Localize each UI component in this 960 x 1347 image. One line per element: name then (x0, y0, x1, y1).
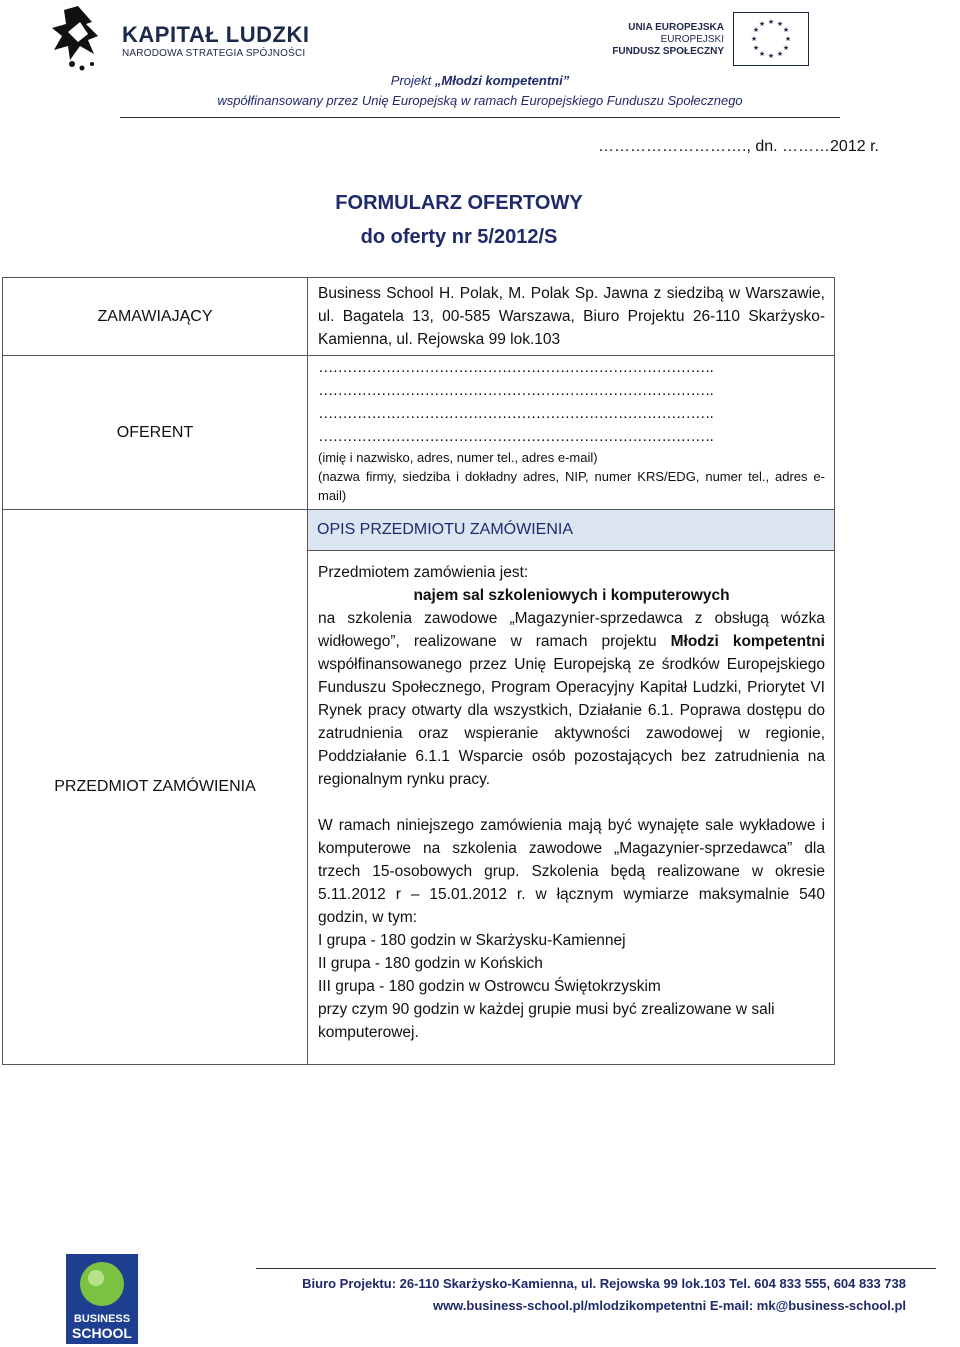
svg-text:★: ★ (752, 26, 760, 34)
svg-text:★: ★ (776, 20, 784, 28)
footer-address: Biuro Projektu: 26-110 Skarżysko-Kamienna, ul. Rejowska 99 lok.103 Tel. 604 833 555, 604 833 738 (302, 1276, 906, 1291)
opis-header: OPIS PRZEDMIOTU ZAMÓWIENIA (308, 510, 835, 551)
oferent-dots-line: ………………………………………………………………………. (318, 359, 713, 376)
przedmiot-project-name: Młodzi kompetentni (670, 633, 825, 650)
kapital-ludzki-subtitle: NARODOWA STRATEGIA SPÓJNOŚCI (122, 48, 306, 59)
group-item: II grupa - 180 godzin w Końskich (318, 955, 543, 972)
svg-text:★: ★ (784, 35, 792, 43)
svg-text:★: ★ (776, 50, 784, 58)
form-title-line2: do oferty nr 5/2012/S (360, 226, 558, 248)
footer-divider (256, 1268, 936, 1269)
przedmiot-para1-a: na szkolenia zawodowe „Magazynier-sprzedawca z obsługą wózka widłowego”, realizowane w ramach projektu (318, 610, 825, 650)
svg-text:★: ★ (758, 50, 766, 58)
eu-logo-line1: UNIA EUROPEJSKA (628, 22, 724, 33)
business-school-logo-bottom: SCHOOL (72, 1325, 132, 1341)
przedmiot-label: PRZEDMIOT ZAMÓWIENIA (3, 510, 308, 1065)
przedmiot-para3: przy czym 90 godzin w każdej grupie musi być zrealizowane w sali komputerowej. (318, 1001, 775, 1041)
form-title-line1: FORMULARZ OFERTOWY (335, 192, 583, 214)
svg-text:★: ★ (767, 18, 775, 26)
oferent-hint-person: (imię i nazwisko, adres, numer tel., adres e-mail) (318, 450, 598, 465)
eu-logo-line3: FUNDUSZ SPOŁECZNY (612, 46, 724, 57)
eu-logo-line2: EUROPEJSKI (660, 34, 724, 45)
business-school-logo-top: BUSINESS (73, 1313, 131, 1325)
table-row (3, 510, 835, 551)
paragraph-gap (318, 791, 825, 814)
svg-text:★: ★ (752, 44, 760, 52)
przedmiot-para1-b: współfinansowanego przez Unię Europejską ze środków Europejskiego Funduszu Społecznego, Program Operacyjny Kapitał Ludzki, Priorytet VI Rynek pracy otwarty dla wszystkich, Działanie 6.1. Poprawa dostępu do zatrudnienia oraz wspieranie aktywności zawodowej w regionie, Poddziałanie 6.1.1 Wsparcie osób pozostających bez zatrudnienia na regionalnym rynku pracy. (318, 656, 825, 788)
date-line: ………………………., dn. ………2012 r. (598, 138, 879, 155)
offer-form-table (2, 277, 835, 1065)
svg-text:★: ★ (758, 20, 766, 28)
oferent-dots-line: ………………………………………………………………………. (318, 405, 713, 422)
project-prefix: Projekt (390, 73, 432, 88)
cofinanced-line: współfinansowany przez Unię Europejską w ramach Europejskiego Funduszu Społecznego (217, 93, 743, 108)
svg-text:★: ★ (767, 52, 775, 60)
footer-contact: www.business-school.pl/mlodzikompetentni E-mail: mk@business-school.pl (432, 1298, 906, 1313)
table-row (3, 356, 835, 510)
oferent-dots-line: ………………………………………………………………………. (318, 428, 713, 445)
oferent-hint-company: (nazwa firmy, siedziba i dokładny adres, NIP, numer KRS/EDG, numer tel., adres e-mail) (318, 469, 825, 503)
header-divider (120, 117, 840, 118)
kapital-ludzki-title: KAPITAŁ LUDZKI (122, 22, 310, 47)
svg-text:★: ★ (782, 26, 790, 34)
przedmiot-content (308, 551, 835, 1065)
project-name-line (0, 73, 960, 88)
przedmiot-bold: najem sal szkoleniowych i komputerowych (413, 587, 730, 604)
przedmiot-para2: W ramach niniejszego zamówienia mają być wynajęte sale wykładowe i komputerowe na szkolenia zawodowe „Magazynier-sprzedawca” dla trzech 15-osobowych grup. Szkolenia będą realizowane w okresie 5.11.2012 r – 15.01.2012 r. w łącznym wymiarze maksymalnie 540 godzin, w tym: (318, 817, 825, 926)
group-item: I grupa - 180 godzin w Skarżysku-Kamiennej (318, 932, 626, 949)
table-row (3, 278, 835, 356)
svg-text:★: ★ (750, 35, 758, 43)
zamawiajacy-text: Business School H. Polak, M. Polak Sp. Jawna z siedzibą w Warszawie, ul. Bagatela 13, 00-585 Warszawa, Biuro Projektu 26-110 Skarżysko-Kamienna, ul. Rejowska 99 lok.103 (308, 278, 835, 356)
przedmiot-intro: Przedmiotem zamówienia jest: (318, 564, 529, 581)
eu-logo-text (600, 22, 724, 58)
group-item: III grupa - 180 godzin w Ostrowcu Świętokrzyskim (318, 978, 661, 995)
project-name: „Młodzi kompetentni” (434, 73, 570, 88)
oferent-content (308, 356, 835, 510)
eu-flag-icon (733, 12, 809, 66)
zamawiajacy-label: ZAMAWIAJĄCY (3, 278, 308, 356)
oferent-dots-line: ………………………………………………………………………. (318, 382, 713, 399)
oferent-label: OFERENT (3, 356, 308, 510)
form-title (0, 186, 918, 254)
przedmiot-para1 (318, 607, 825, 791)
svg-text:★: ★ (782, 44, 790, 52)
